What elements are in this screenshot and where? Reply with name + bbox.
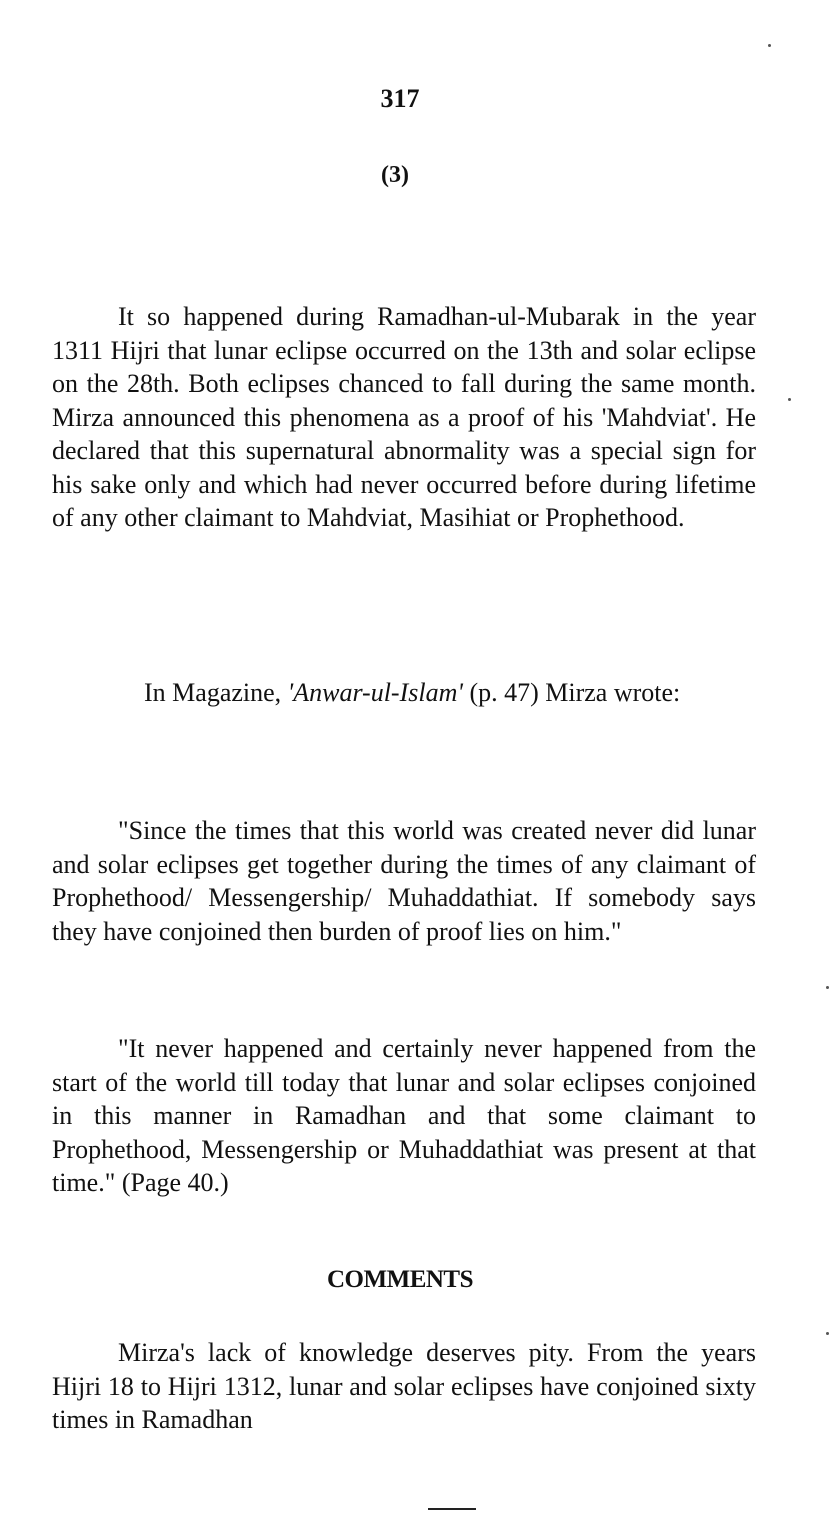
page-number: 317	[380, 84, 420, 113]
footer-rule	[428, 1508, 476, 1510]
magazine-title: 'Anwar-ul-Islam'	[287, 678, 463, 707]
paragraph-magazine-citation	[52, 676, 756, 710]
scan-speck	[768, 44, 771, 47]
scan-speck	[788, 398, 791, 401]
citation-lead: In Magazine,	[144, 678, 288, 707]
scan-speck	[826, 986, 829, 989]
section-number: (3)	[381, 162, 409, 188]
citation-tail: (p. 47) Mirza wrote:	[462, 678, 681, 707]
quote-second: "It never happened and certainly never happened from the start of the world till today that lunar and solar eclipses conjoined in this manner in Ramadhan and that some claimant to Prophethood, Messengership or Muhaddathiat was present at that time." (Page 40.)	[52, 1034, 756, 1197]
paragraph-comments: Mirza's lack of knowledge deserves pity. From the years Hijri 18 to Hijri 1312, lunar and solar eclipses have conjoined sixty times in Ramadhan	[52, 1338, 756, 1434]
scan-speck	[826, 1332, 829, 1335]
paragraph-eclipse-account: It so happened during Ramadhan-ul-Mubarak in the year 1311 Hijri that lunar eclipse occurred on the 13th and solar eclipse on the 28th. Both eclipses chanced to fall during the same month. Mirza announced this phenomena as a proof of his 'Mahdviat'. He declared that this supernatural abnormality was a special sign for his sake only and which had never occurred before during lifetime of any other claimant to Mahdviat, Masihiat or Prophethood.	[52, 302, 756, 532]
comments-heading: COMMENTS	[327, 1266, 473, 1293]
quote-first: "Since the times that this world was created never did lunar and solar eclipses get together during the times of any claimant of Prophethood/ Messengership/ Muhaddathiat. If somebody says they have conjoined then burden of proof lies on him."	[52, 816, 756, 946]
